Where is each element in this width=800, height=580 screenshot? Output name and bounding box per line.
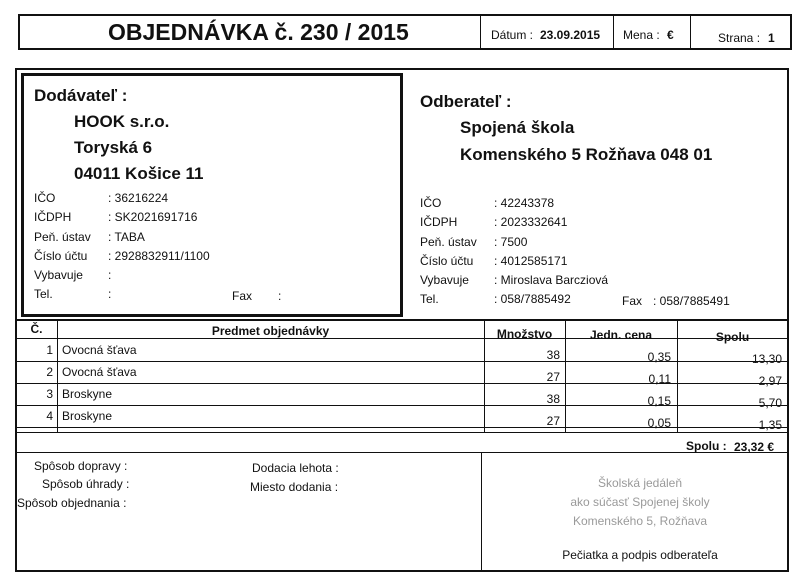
table-top-border (16, 319, 788, 321)
sum-bottom-line (16, 452, 788, 453)
customer-field-value: : 42243378 (494, 196, 555, 210)
supplier-field-value: : SK2021691716 (108, 210, 198, 224)
row-unit-price: 0,15 (647, 394, 671, 408)
currency-value: € (667, 28, 674, 42)
col-header-total: Spolu (715, 330, 750, 344)
col-header-no: Č. (30, 322, 43, 336)
customer-address: Komenského 5 Rožňava 048 01 (460, 145, 713, 164)
row-qty: 38 (546, 348, 560, 362)
delivery-place-label: Miesto dodania : (250, 480, 339, 494)
row-no: 3 (46, 387, 53, 401)
customer-field-label: Číslo účtu (420, 254, 474, 268)
supplier-field-value: : TABA (108, 230, 145, 244)
row-unit-price: 0,11 (648, 372, 671, 386)
sum-label: Spolu : (686, 439, 727, 453)
row-total: 13,30 (751, 352, 782, 366)
row-item: Ovocná šťava (62, 365, 137, 379)
supplier-field-label: IČDPH (34, 210, 72, 224)
row-total: 5,70 (758, 396, 782, 410)
supplier-field-value: : 36216224 (108, 191, 169, 205)
customer-field-value: : Miroslava Barcziová (494, 273, 609, 287)
page-title: OBJEDNÁVKA č. 230 / 2015 (108, 19, 409, 45)
delivery-term-label: Dodacia lehota : (252, 461, 339, 475)
supplier-fax-value: : (278, 289, 282, 303)
stamp-line: Školská jedáleň (597, 476, 683, 490)
row-qty: 27 (546, 414, 560, 428)
supplier-field-label: Vybavuje (34, 268, 83, 282)
customer-field-label: IČDPH (420, 215, 458, 229)
row-qty: 38 (546, 392, 560, 406)
supplier-fax-label: Fax (232, 289, 253, 303)
supplier-street: Toryská 6 (74, 138, 153, 157)
col-header-unit-price: Jedn. cena (589, 328, 653, 342)
row-no: 1 (46, 343, 53, 357)
customer-field-value: : 7500 (494, 235, 528, 249)
supplier-field-label: Tel. (34, 287, 53, 301)
supplier-field-label: Peň. ústav (34, 230, 91, 244)
row-item: Broskyne (62, 387, 113, 401)
date-label: Dátum : (491, 28, 534, 42)
customer-fax-value: : 058/7885491 (653, 294, 730, 308)
supplier-heading: Dodávateľ : (34, 86, 128, 105)
supplier-city: 04011 Košice 11 (74, 164, 204, 183)
row-no: 4 (46, 409, 53, 423)
footer-divider (481, 453, 482, 571)
supplier-field-value: : (108, 287, 112, 301)
header-divider (613, 15, 614, 49)
header-divider (690, 15, 691, 49)
customer-field-label: Peň. ústav (420, 235, 477, 249)
supplier-field-label: IČO (34, 191, 56, 205)
row-unit-price: 0,35 (647, 350, 671, 364)
stamp-line: Komenského 5, Rožňava (572, 514, 708, 528)
order-method-label: Spôsob objednania : (17, 496, 127, 510)
payment-label: Spôsob úhrady : (42, 477, 130, 491)
row-total: 1,35 (758, 418, 782, 432)
stamp-line: ako súčasť Spojenej školy (570, 495, 710, 509)
col-header-qty: Množstvo (496, 327, 553, 341)
table-row-line (16, 361, 788, 362)
transport-label: Spôsob dopravy : (34, 459, 128, 473)
table-row-line (16, 405, 788, 406)
customer-field-value: : 058/7885492 (494, 292, 571, 306)
currency-label: Mena : (623, 28, 660, 42)
col-header-item: Predmet objednávky (211, 324, 330, 338)
table-row-line (16, 383, 788, 384)
supplier-name: HOOK s.r.o. (74, 112, 170, 131)
row-item: Ovocná šťava (62, 343, 137, 357)
header-divider (480, 15, 481, 49)
customer-field-label: Tel. (420, 292, 439, 306)
supplier-field-value: : (108, 268, 112, 282)
sum-value: 23,32 € (734, 440, 775, 454)
row-no: 2 (46, 365, 53, 379)
customer-field-label: Vybavuje (420, 273, 469, 287)
customer-field-label: IČO (420, 196, 442, 210)
table-row-line (16, 427, 788, 428)
row-qty: 27 (546, 370, 560, 384)
signature-label: Pečiatka a podpis odberateľa (562, 548, 718, 562)
customer-field-value: : 2023332641 (494, 215, 568, 229)
customer-heading: Odberateľ : (420, 92, 512, 111)
row-total: 2,97 (758, 374, 782, 388)
date-value: 23.09.2015 (540, 28, 601, 42)
page-value: 1 (768, 31, 775, 45)
supplier-field-value: : 2928832911/1100 (108, 249, 210, 263)
row-item: Broskyne (62, 409, 113, 423)
customer-field-value: : 4012585171 (494, 254, 568, 268)
row-unit-price: 0,05 (647, 416, 671, 430)
table-bottom-line (16, 432, 788, 433)
customer-fax-label: Fax (622, 294, 643, 308)
page-label: Strana : (718, 31, 761, 45)
customer-name: Spojená škola (460, 118, 575, 137)
supplier-field-label: Číslo účtu (34, 249, 88, 263)
